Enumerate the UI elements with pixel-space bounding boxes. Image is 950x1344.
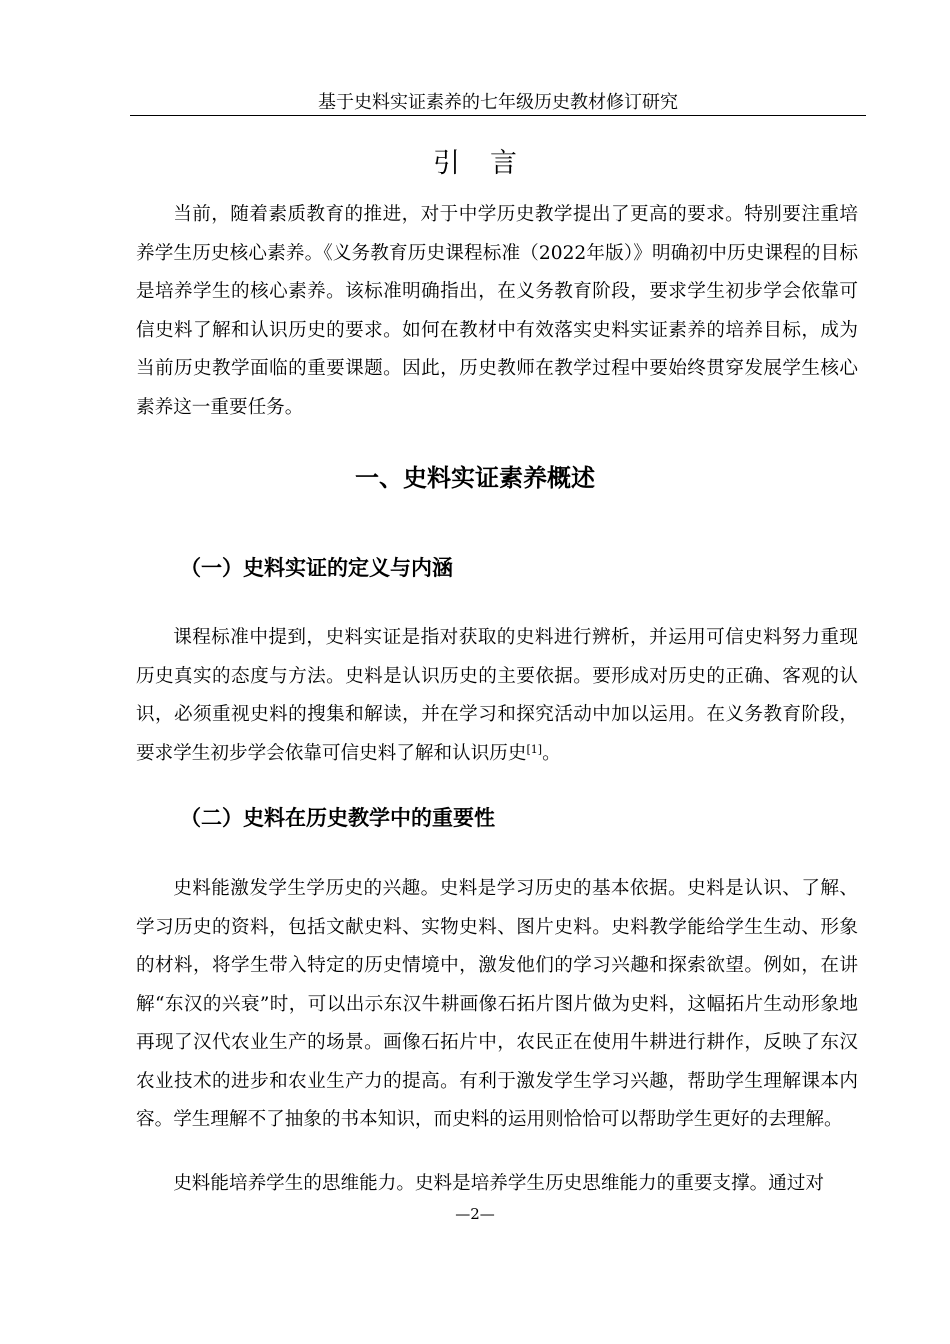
intro-title: 引言 xyxy=(433,148,547,179)
definition-text: 课程标准中提到，史料实证是指对获取的史料进行辨析，并运用可信史料努力重现历史真实的态度与方法。史料是认识历史的主要依据。要形成对历史的正确、客观的认识，必须重视史料的搜集和解读，并在学习和探究活动中加以运用。在义务教育阶段，要求学生初步学会依靠可信史料了解和认识历史 xyxy=(136,627,858,764)
definition-end: 。 xyxy=(542,742,561,764)
intro-paragraph: 当前，随着素质教育的推进，对于中学历史教学提出了更高的要求。特别要注重培养学生历史核心素养。《义务教育历史课程标准（2022年版）》明确初中历史课程的目标是培养学生的核心素养。该标准明确指出，在义务教育阶段，要求学生初步学会依靠可信史料了解和认识历史的要求。如何在教材中有效落实史料实证素养的培养目标，成为当前历史教学面临的重要课题。因此，历史教师在教学过程中要始终贯穿发展学生核心素养这一重要任务。 xyxy=(136,204,858,418)
page-number: —2— xyxy=(455,1205,495,1223)
importance-paragraph-2: 史料能培养学生的思维能力。史料是培养学生历史思维能力的重要支撑。通过对 xyxy=(173,1173,824,1194)
subsection-heading-importance: （二）史料在历史教学中的重要性 xyxy=(180,806,495,830)
section-heading: 一、史料实证素养概述 xyxy=(355,464,595,492)
subsection-heading-definition: （一）史料实证的定义与内涵 xyxy=(180,556,453,580)
header-divider xyxy=(130,115,866,116)
running-header: 基于史料实证素养的七年级历史教材修订研究 xyxy=(318,92,678,113)
citation-marker[interactable]: [1] xyxy=(526,742,543,756)
definition-paragraph xyxy=(136,619,858,773)
importance-paragraph-1: 史料能激发学生学历史的兴趣。史料是学习历史的基本依据。史料是认识、了解、学习历史的资料，包括文献史料、实物史料、图片史料。史料教学能给学生生动、形象的材料，将学生带入特定的历史情境中，激发他们的学习兴趣和探索欲望。例如，在讲解“东汉的兴衰”时，可以出示东汉牛耕画像石拓片图片做为史料，这幅拓片生动形象地再现了汉代农业生产的场景。画像石拓片中，农民正在使用牛耕进行耕作，反映了东汉农业技术的进步和农业生产力的提高。有利于激发学生学习兴趣，帮助学生理解课本内容。学生理解不了抽象的书本知识，而史料的运用则恰恰可以帮助学生更好的去理解。 xyxy=(136,878,858,1130)
